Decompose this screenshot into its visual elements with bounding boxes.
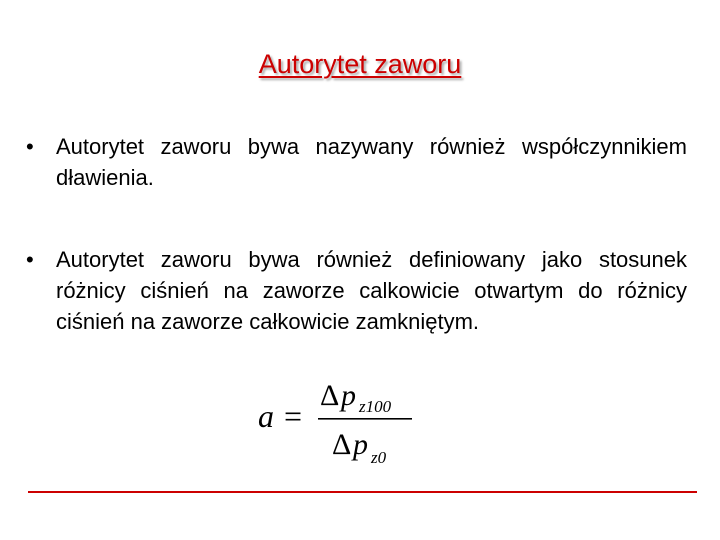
numerator-p: p bbox=[341, 379, 356, 412]
bullet-text-1: Autorytet zaworu bywa nazywany również współczynnikiem dławienia. bbox=[56, 134, 687, 190]
denominator-subscript: z0 bbox=[371, 448, 387, 467]
bottom-divider bbox=[28, 491, 697, 493]
slide-title: Autorytet zaworu bbox=[258, 49, 462, 79]
bullet-marker: • bbox=[26, 247, 34, 272]
formula-equals: = bbox=[284, 398, 303, 434]
valve-authority-formula bbox=[252, 375, 432, 475]
bullet-marker: • bbox=[26, 134, 34, 159]
numerator-subscript: z100 bbox=[359, 397, 392, 416]
numerator-delta: Δ bbox=[320, 379, 340, 412]
fraction-bar bbox=[318, 418, 412, 420]
formula-lhs: a bbox=[258, 398, 274, 434]
denominator-p: p bbox=[353, 428, 368, 461]
bullet-text-2: Autorytet zaworu bywa również definiowany jako stosunek różnicy ciśnień na zaworze calkowicie otwartym do różnicy ciśnień na zaworze całkowicie zamkniętym. bbox=[56, 247, 687, 334]
denominator-delta: Δ bbox=[332, 428, 352, 461]
